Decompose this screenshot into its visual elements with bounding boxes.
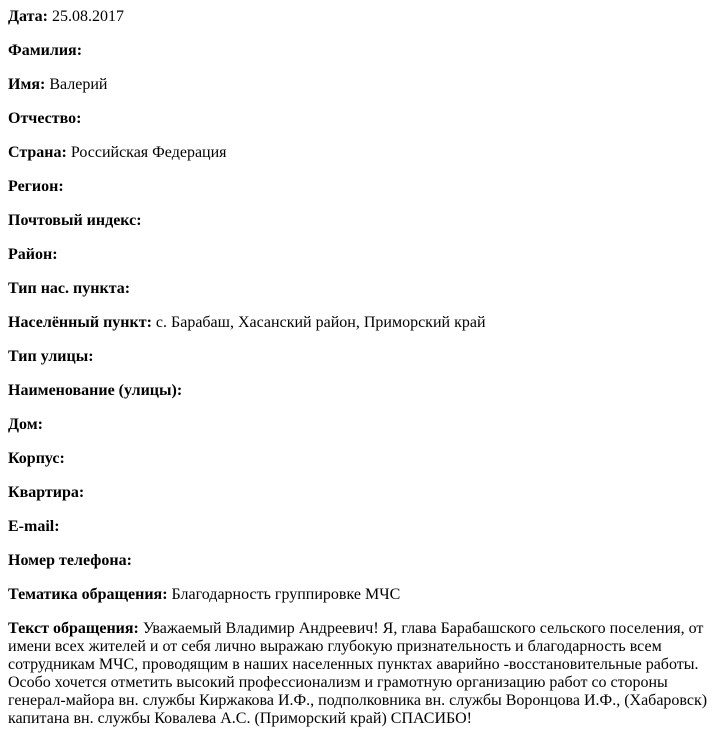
field-region [8, 178, 708, 196]
field-firstname [8, 76, 708, 94]
field-district [8, 246, 708, 264]
appeal-document [8, 8, 708, 728]
field-house-label: Дом: [8, 416, 43, 433]
field-street-name-label: Наименование (улицы): [8, 382, 183, 399]
field-topic [8, 586, 708, 604]
field-settlement-value: с. Барабаш, Хасанский район, Приморский край [155, 314, 486, 331]
field-phone [8, 552, 708, 570]
field-date-label: Дата: [8, 8, 48, 25]
field-firstname-value: Валерий [49, 76, 108, 93]
field-patronymic [8, 110, 708, 128]
field-settlement-type-label: Тип нас. пункта: [8, 280, 131, 297]
field-surname-label: Фамилия: [8, 42, 83, 59]
field-email [8, 518, 708, 536]
field-postal-code-label: Почтовый индекс: [8, 212, 142, 229]
field-date [8, 8, 708, 26]
field-region-label: Регион: [8, 178, 64, 195]
field-settlement-label: Населённый пункт: [8, 314, 152, 331]
field-topic-label: Тематика обращения: [8, 586, 168, 603]
field-street-type-label: Тип улицы: [8, 348, 94, 365]
field-phone-label: Номер телефона: [8, 552, 132, 569]
field-house [8, 416, 708, 434]
field-building [8, 450, 708, 468]
field-topic-value: Благодарность группировке МЧС [171, 586, 401, 603]
field-email-label: E-mail: [8, 518, 60, 535]
field-appeal-text-label: Текст обращения: [8, 620, 139, 637]
field-country-value: Российская Федерация [70, 144, 227, 161]
field-street-name [8, 382, 708, 400]
field-firstname-label: Имя: [8, 76, 46, 93]
field-patronymic-label: Отчество: [8, 110, 82, 127]
field-surname [8, 42, 708, 60]
field-apartment [8, 484, 708, 502]
field-street-type [8, 348, 708, 366]
field-apartment-label: Квартира: [8, 484, 85, 501]
field-country [8, 144, 708, 162]
field-district-label: Район: [8, 246, 58, 263]
field-building-label: Корпус: [8, 450, 65, 467]
field-postal-code [8, 212, 708, 230]
field-settlement-type [8, 280, 708, 298]
field-country-label: Страна: [8, 144, 67, 161]
field-date-value: 25.08.2017 [51, 8, 124, 25]
field-settlement [8, 314, 708, 332]
field-appeal-text [8, 620, 708, 728]
field-appeal-text-value: Уважаемый Владимир Андреевич! Я, глава Барабашского сельского поселения, от имени всех жителей и от себя лично выражаю глубокую признательность и благодарность всем сотрудникам МЧС, проводящим в наших населенных пунктах аварийно -восстановительные работы. Особо хочется отметить высокий профессионализм и грамотную организацию работ со стороны генерал-майора вн. службы Киржакова И.Ф., подполковника вн. службы Воронцова И.Ф., (Хабаровск) капитана вн. службы Ковалева А.С. (Приморский край) СПАСИБО! [8, 620, 708, 727]
